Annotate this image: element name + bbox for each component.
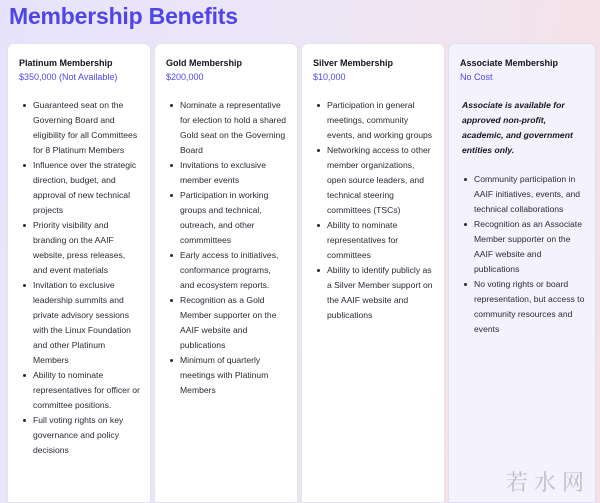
tier-name: Platinum Membership bbox=[19, 58, 113, 68]
associate-card bbox=[448, 43, 596, 503]
benefit-item: Ability to nominate representatives for committees bbox=[313, 218, 434, 263]
watermark: 若水网 bbox=[505, 471, 590, 496]
benefit-item: No voting rights or board representation, but access to community resources and events bbox=[460, 277, 585, 337]
benefits-list bbox=[166, 98, 287, 398]
tier-price: No Cost bbox=[460, 72, 493, 82]
silver-card bbox=[301, 43, 445, 503]
benefit-item: Invitation to exclusive leadership summits and private advisory sessions with the Linux Foundation and other Platinum Members bbox=[19, 278, 140, 368]
benefit-item: Nominate a representative for election to hold a shared Gold seat on the Governing Board bbox=[166, 98, 287, 158]
benefit-item: Recognition as an Associate Member supporter on the AAIF website and publications bbox=[460, 217, 585, 277]
tier-name: Silver Membership bbox=[313, 58, 394, 68]
benefit-item: Priority visibility and branding on the AAIF website, press releases, and event materials bbox=[19, 218, 140, 278]
benefits-list bbox=[460, 172, 585, 337]
benefit-item: Influence over the strategic direction, budget, and approval of new technical projects bbox=[19, 158, 140, 218]
platinum-card bbox=[7, 43, 151, 503]
benefit-item: Minimum of quarterly meetings with Platinum Members bbox=[166, 353, 287, 398]
tier-price: $350,000 (Not Available) bbox=[19, 72, 118, 82]
eligibility-note: Associate is available for approved non-profit, academic, and government entities only. bbox=[462, 100, 573, 155]
tier-name: Associate Membership bbox=[460, 58, 559, 68]
benefit-item: Invitations to exclusive member events bbox=[166, 158, 287, 188]
benefit-item: Networking access to other member organizations, open source leaders, and technical steering committees (TSCs) bbox=[313, 143, 434, 218]
tier-name: Gold Membership bbox=[166, 58, 243, 68]
benefit-item: Recognition as a Gold Member supporter on the AAIF website and publications bbox=[166, 293, 287, 353]
benefit-item: Early access to initiatives, conformance programs, and ecosystem reports. bbox=[166, 248, 287, 293]
benefits-list bbox=[19, 98, 140, 458]
benefit-item: Community participation in AAIF initiatives, events, and technical collaborations bbox=[460, 172, 585, 217]
benefit-item: Guaranteed seat on the Governing Board and eligibility for all Committees for 8 Platinum Members bbox=[19, 98, 140, 158]
membership-cards bbox=[7, 43, 596, 503]
page-title: Membership Benefits bbox=[9, 3, 238, 29]
tier-price: $200,000 bbox=[166, 72, 204, 82]
benefit-item: Participation in working groups and technical, outreach, and other commmittees bbox=[166, 188, 287, 248]
benefit-item: Full voting rights on key governance and policy decisions bbox=[19, 413, 140, 458]
gold-card bbox=[154, 43, 298, 503]
benefit-item: Participation in general meetings, community events, and working groups bbox=[313, 98, 434, 143]
benefits-list bbox=[313, 98, 434, 323]
benefit-item: Ability to identify publicly as a Silver Member support on the AAIF website and publications bbox=[313, 263, 434, 323]
tier-price: $10,000 bbox=[313, 72, 346, 82]
benefit-item: Ability to nominate representatives for officer or committee positions. bbox=[19, 368, 140, 413]
